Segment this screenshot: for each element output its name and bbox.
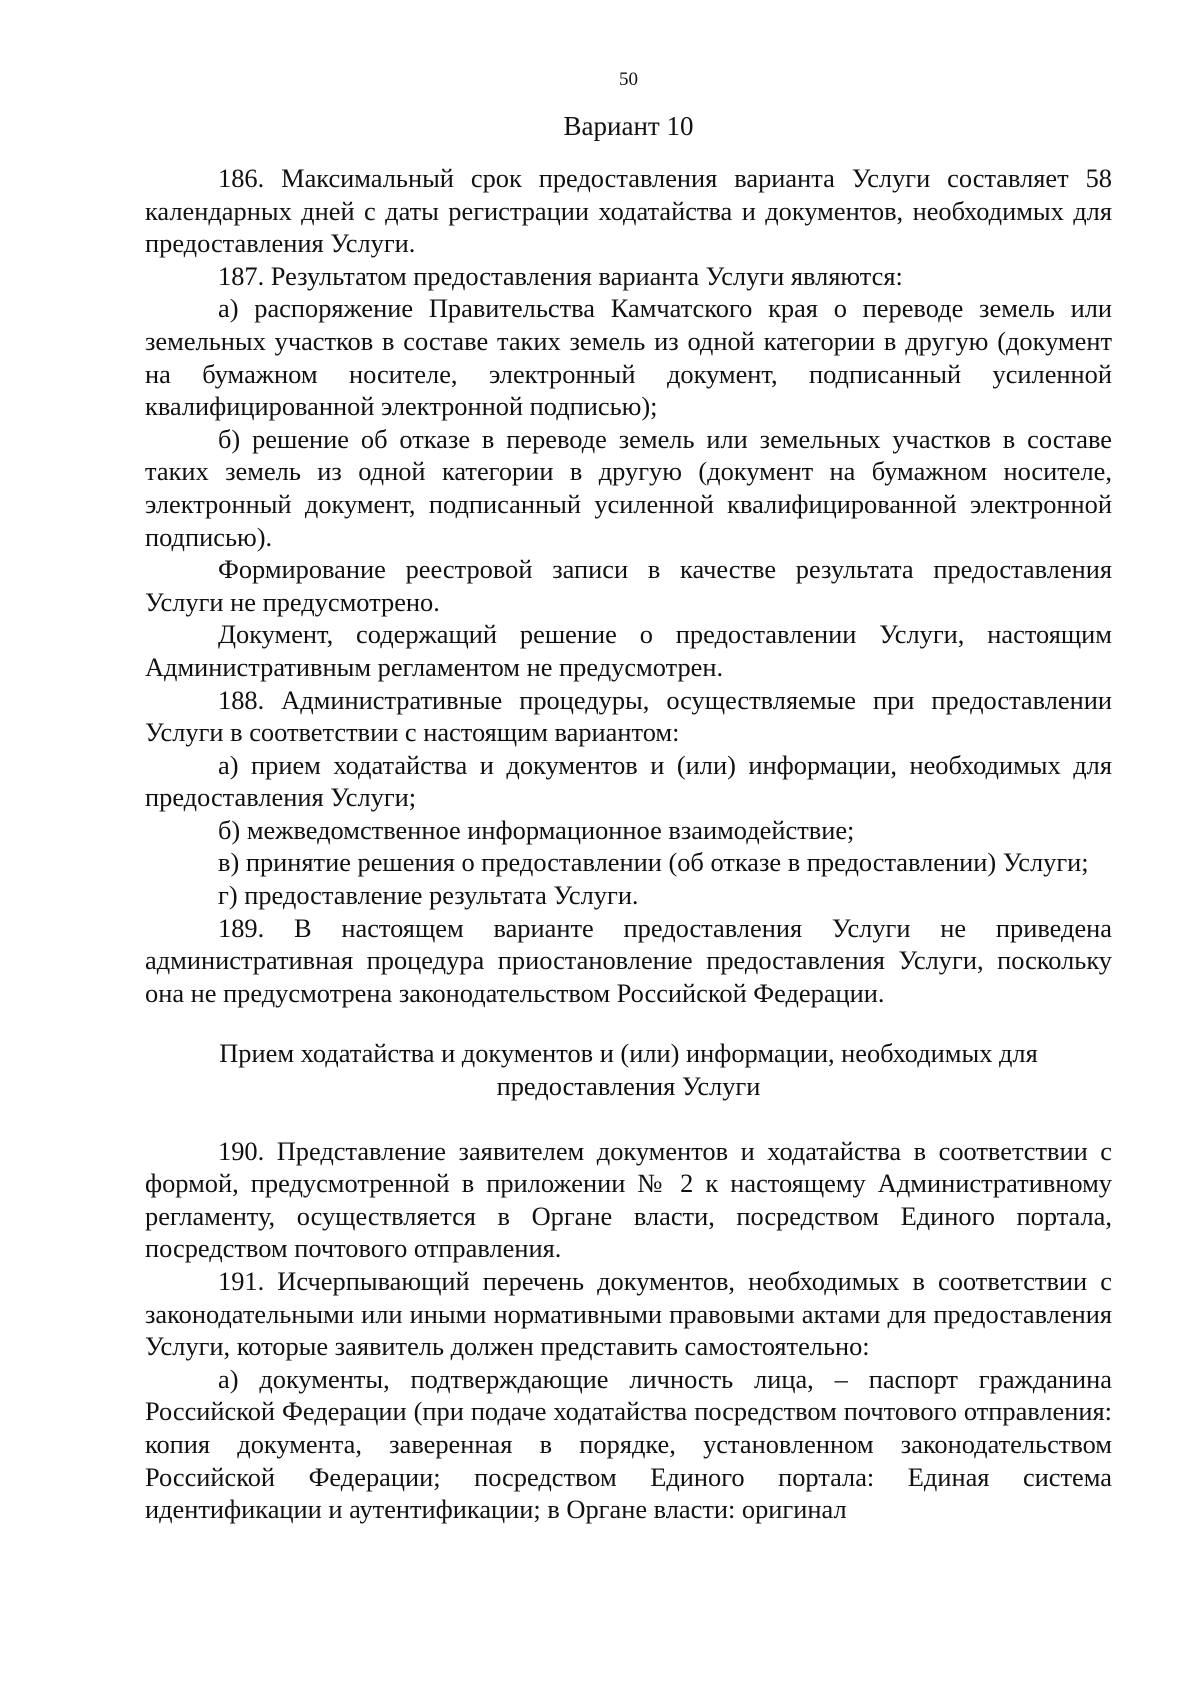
paragraph-registry-record: Формирование реестровой записи в качестве результата предоставления Услуги не предусмотрено. (145, 554, 1112, 617)
paragraph-187: 187. Результатом предоставления варианта Услуги являются: (218, 260, 903, 291)
paragraph-187-item-a: а) распоряжение Правительства Камчатского края о переводе земель или земельных участков в составе таких земель из одной категории в другую (документ на бумажном носителе, электронный документ, подписанный усиленной квалифицированной электронной подписью); (145, 293, 1112, 422)
paragraph-decision-document: Документ, содержащий решение о предоставлении Услуги, настоящим Административным регламентом не предусмотрен. (145, 619, 1112, 682)
paragraph-187-item-b: б) решение об отказе в переводе земель или земельных участков в составе таких земель из одной категории в другую (документ на бумажном носителе, электронный документ, подписанный усиленной квалифицированной электронной подписью). (145, 423, 1112, 552)
paragraph-186: 186. Максимальный срок предоставления варианта Услуги составляет 58 календарных дней с даты регистрации ходатайства и документов, необходимых для предоставления Услуги. (145, 163, 1112, 259)
document-body (145, 162, 1112, 1526)
paragraph-188-item-b: б) межведомственное информационное взаимодействие; (218, 814, 855, 845)
paragraph-188-item-v: в) принятие решения о предоставлении (об отказе в предоставлении) Услуги; (218, 847, 1089, 878)
paragraph-188-item-a: а) прием ходатайства и документов и (или) информации, необходимых для предоставления Услуги; (145, 749, 1112, 813)
paragraph-191: 191. Исчерпывающий перечень документов, необходимых в соответствии с законодательными или иными нормативными правовыми актами для предоставления Услуги, которые заявитель должен представить самостоятельно: (145, 1266, 1112, 1362)
paragraph-191-item-a: а) документы, подтверждающие личность лица, – паспорт гражданина Российской Федерации (при подаче ходатайства посредством почтового отправления: копия документа, заверенная в порядке, установленном законодательством Российской Федерации; посредством Единого портала: Единая система идентификации и аутентификации; в Органе власти: оригинал (145, 1363, 1112, 1525)
page-number: 50 (619, 69, 638, 90)
paragraph-188-item-g: г) предоставление результата Услуги. (218, 880, 639, 911)
variant-title: Вариант 10 (563, 111, 694, 141)
paragraph-190: 190. Представление заявителем документов и ходатайства в соответствии с формой, предусмотренной в приложении № 2 к настоящему Административному регламенту, осуществляется в Органе власти, посредством Единого портала, посредством почтового отправления. (145, 1135, 1112, 1264)
paragraph-189: 189. В настоящем варианте предоставления Услуги не приведена административная процедура приостановление предоставления Услуги, поскольку она не предусмотрена законодательством Российской Федерации. (145, 912, 1112, 1008)
paragraph-188: 188. Административные процедуры, осуществляемые при предоставлении Услуги в соответствии с настоящим вариантом: (145, 684, 1112, 748)
section-heading: Прием ходатайства и документов и (или) информации, необходимых для предоставления Услуги (219, 1038, 1038, 1102)
